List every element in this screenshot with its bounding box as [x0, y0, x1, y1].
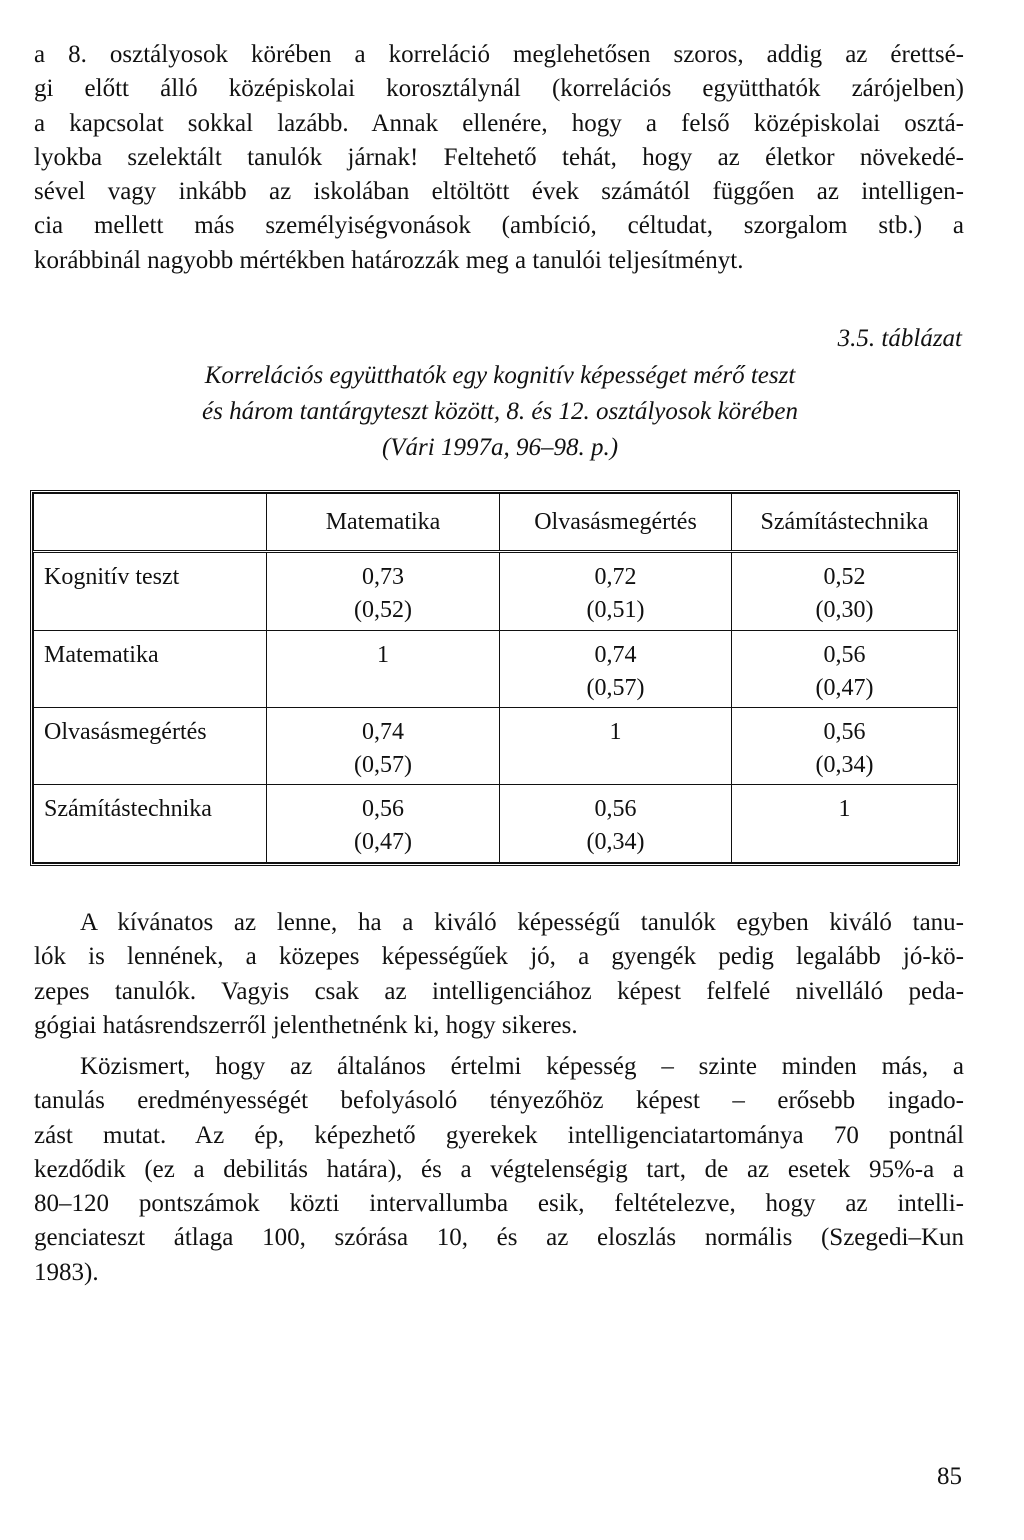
table-row	[34, 630, 958, 707]
table-cell	[267, 785, 500, 863]
value-grade12: (0,52)	[354, 597, 412, 623]
text-line: A kívánatos az lenne, ha a kiváló képességű tanulók egyben kiváló tanu-	[80, 909, 964, 936]
value-grade8: 0,56	[823, 719, 866, 745]
correlation-table-frame	[30, 490, 960, 866]
row-label: Olvasásmegértés	[34, 708, 267, 785]
text-line: cia mellett más személyiségvonások (ambíció, céltudat, szorgalom stb.) a	[34, 212, 964, 240]
text-line: sével vagy inkább az iskolában eltöltött évek számától függően az intelligen-	[34, 178, 964, 206]
value-grade8: 0,73	[362, 564, 404, 590]
value-grade8: 1	[377, 641, 389, 668]
value-grade8: 0,74	[594, 641, 637, 668]
row-label: Matematika	[34, 630, 267, 707]
value-grade12: (0,51)	[586, 597, 645, 623]
table-cell	[732, 708, 958, 785]
table-caption	[60, 358, 940, 466]
text-line: lók is lennének, a közepes képességűek jó, a gyengék pedig legalább jó-kö-	[34, 943, 964, 971]
table-cell	[500, 552, 732, 631]
value-grade8: 1	[838, 796, 851, 823]
value-grade8: 0,72	[594, 564, 637, 590]
value-grade12: (0,34)	[586, 829, 645, 856]
table-row	[34, 708, 958, 785]
text-line: 80–120 pontszámok közti intervallumba esik, feltételezve, hogy az intelli-	[34, 1190, 964, 1218]
table-cell	[267, 708, 500, 785]
value-grade12: (0,47)	[815, 674, 874, 701]
value-grade8: 0,56	[594, 796, 637, 823]
table-cell	[500, 630, 732, 707]
text-line: a kapcsolat sokkal lazább. Annak ellenére, hogy a felső középiskolai osztá-	[34, 109, 964, 137]
value-grade12: (0,34)	[815, 752, 874, 778]
table-cell	[732, 785, 958, 863]
column-header: Olvasásmegértés	[500, 494, 732, 552]
text-line: Közismert, hogy az általános értelmi képesség – szinte minden más, a	[80, 1053, 964, 1080]
correlation-table	[33, 493, 958, 863]
value-grade8: 1	[609, 719, 622, 745]
paragraph-intro	[34, 38, 964, 278]
value-grade12: (0,30)	[815, 597, 874, 623]
table-cell	[267, 630, 500, 707]
row-label: Számítástechnika	[34, 785, 267, 863]
row-label: Kognitív teszt	[34, 552, 267, 631]
table-cell	[267, 552, 500, 631]
text-line: zást mutat. Az ép, képezhető gyerekek intelligenciatartománya 70 pontnál	[34, 1121, 964, 1149]
paragraph-intelligence	[34, 1050, 964, 1290]
text-line: gi előtt álló középiskolai korosztálynál (korrelációs együtthatók zárójelben)	[34, 75, 964, 103]
table-cell	[500, 708, 732, 785]
table-row	[34, 552, 958, 631]
page-number: 85	[937, 1463, 962, 1490]
value-grade8: 0,56	[823, 641, 866, 668]
text-line: tanulás eredményességét befolyásoló tényezőhöz képest – erősebb ingado-	[34, 1087, 964, 1115]
value-grade12: (0,57)	[354, 752, 412, 778]
text-line: genciateszt átlaga 100, szórása 10, és az eloszlás normális (Szegedi–Kun	[34, 1224, 964, 1252]
text-line: a 8. osztályosok körében a korreláció meglehetősen szoros, addig az érettsé-	[34, 41, 964, 68]
table-row	[34, 785, 958, 863]
text-line: zepes tanulók. Vagyis csak az intelligenciához képest felfelé nivelláló peda-	[34, 977, 964, 1005]
value-grade8: 0,74	[362, 719, 404, 745]
table-cell	[500, 785, 732, 863]
text-line: lyokba szelektált tanulók járnak! Feltehető tehát, hogy az életkor növekedé-	[34, 143, 964, 171]
caption-line: Korrelációs együtthatók egy kognitív képességet mérő teszt	[204, 362, 796, 389]
header-corner	[34, 494, 267, 552]
table-cell	[732, 552, 958, 631]
text-line: korábbinál nagyobb mértékben határozzák meg a tanulói teljesítményt.	[34, 246, 744, 274]
table-cell	[732, 630, 958, 707]
table-number: 3.5. táblázat	[837, 325, 962, 352]
paragraph-goal	[34, 906, 964, 1043]
value-grade8: 0,56	[362, 796, 404, 823]
table-header-row	[34, 494, 958, 552]
value-grade12: (0,57)	[586, 674, 645, 701]
text-line: gógiai hatásrendszerről jelenthetnénk ki, hogy sikeres.	[34, 1011, 578, 1039]
column-header: Számítástechnika	[732, 494, 958, 552]
text-line: 1983).	[34, 1258, 99, 1286]
caption-line: (Vári 1997a, 96–98. p.)	[381, 434, 619, 461]
value-grade12: (0,47)	[354, 829, 412, 856]
column-header: Matematika	[267, 494, 500, 552]
value-grade8: 0,52	[823, 564, 866, 590]
text-line: kezdődik (ez a debilitás határa), és a végtelenségig tart, de az esetek 95%-a a	[34, 1155, 964, 1183]
caption-line: és három tantárgyteszt között, 8. és 12. osztályosok körében	[202, 398, 798, 425]
